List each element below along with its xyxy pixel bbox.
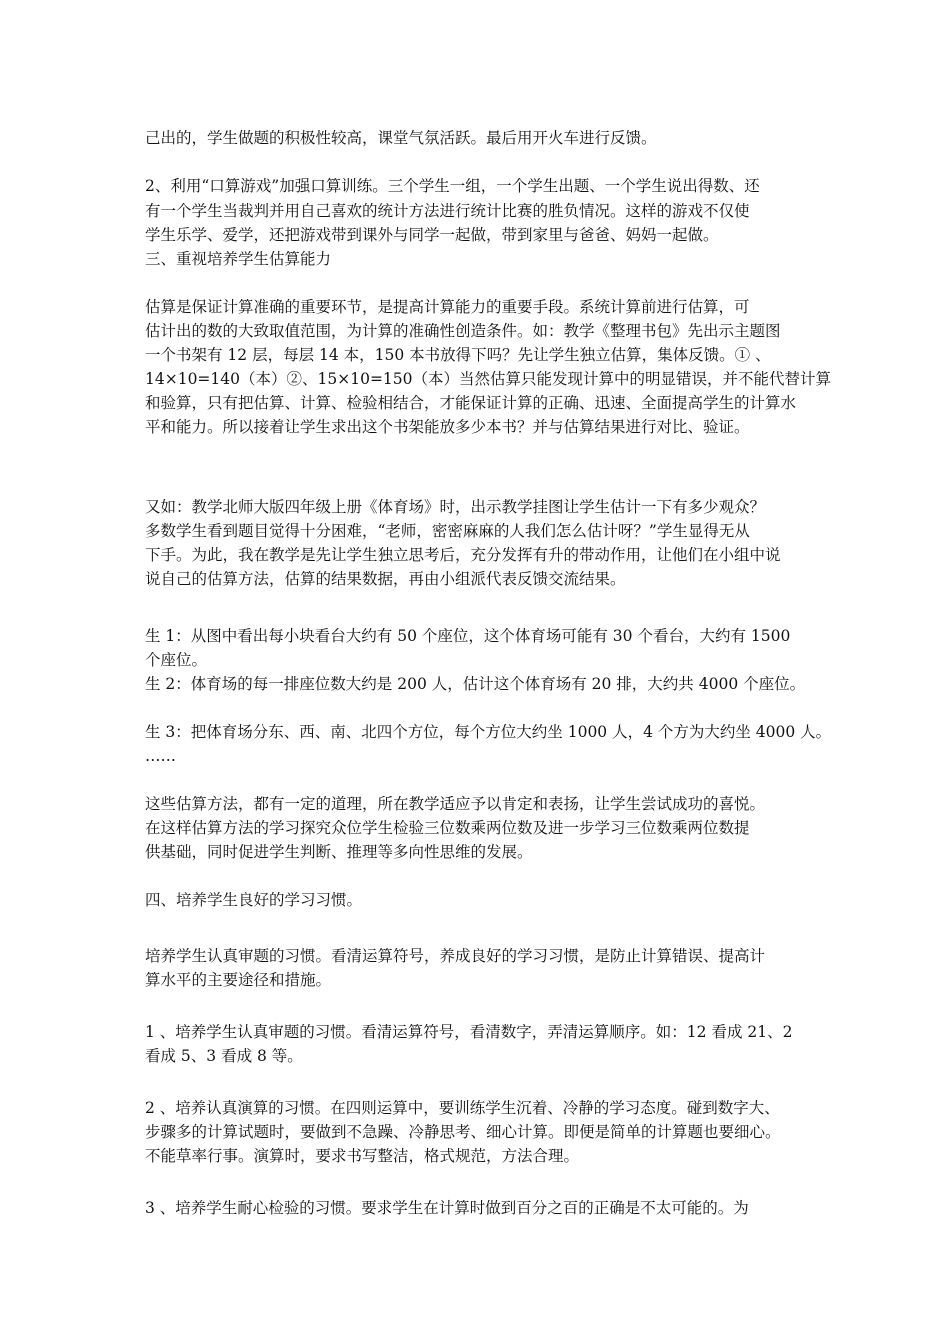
text-line: 供基础，同时促进学生判断、推理等多向性思维的发展。 — [145, 843, 533, 861]
text-line: 2、利用“口算游戏”加强口算训练。三个学生一组，一个学生出题、一个学生说出得数、还 — [145, 177, 760, 195]
text-line: 培养学生认真审题的习惯。看清运算符号，养成良好的学习习惯，是防止计算错误、提高计 — [145, 947, 766, 965]
text-line: 生 2：体育场的每一排座位数大约是 200 人，估计这个体育场有 20 排，大约共 4000 个座位。 — [145, 675, 806, 693]
text-line: 2 、培养认真演算的习惯。在四则运算中，要训练学生沉着、冷静的学习态度。碰到数字大、 — [145, 1099, 780, 1117]
ellipsis-line: …… — [145, 747, 176, 765]
text-line: 估计出的数的大致取值范围，为计算的准确性创造条件。如：教学《整理书包》先出示主题图 — [145, 322, 781, 340]
section-heading: 四、培养学生良好的学习习惯。 — [145, 891, 363, 909]
text-line: 己出的，学生做题的积极性较高，课堂气氛活跃。最后用开火车进行反馈。 — [145, 129, 657, 147]
text-line: 一个书架有 12 层，每层 14 本，150 本书放得下吗？先让学生独立估算，集体反馈。① 、 — [145, 346, 771, 364]
text-line: 不能草率行事。演算时，要求书写整洁，格式规范，方法合理。 — [145, 1147, 580, 1165]
text-line: 1 、培养学生认真审题的习惯。看清运算符号，看清数字，弄清运算顺序。如：12 看成 21、2 — [145, 1023, 793, 1041]
text-line: 看成 5、3 看成 8 等。 — [145, 1047, 303, 1065]
text-line: 学生乐学、爱学，还把游戏带到课外与同学一起做，带到家里与爸爸、妈妈一起做。 — [145, 226, 719, 244]
text-line: 估算是保证计算准确的重要环节，是提高计算能力的重要手段。系统计算前进行估算，可 — [145, 298, 750, 316]
text-line: 这些估算方法，都有一定的道理，所在教学适应予以肯定和表扬，让学生尝试成功的喜悦。 — [145, 795, 766, 813]
text-line: 3 、培养学生耐心检验的习惯。要求学生在计算时做到百分之百的正确是不太可能的。为 — [145, 1199, 749, 1217]
text-line: 和验算，只有把估算、计算、检验相结合，才能保证计算的正确、迅速、全面提高学生的计算水 — [145, 394, 797, 412]
text-line: 生 3：把体育场分东、西、南、北四个方位，每个方位大约坐 1000 人，4 个方为大约坐 4000 人。 — [145, 723, 832, 741]
text-line: 个座位。 — [145, 651, 208, 669]
text-line: 有一个学生当裁判并用自己喜欢的统计方法进行统计比赛的胜负情况。这样的游戏不仅使 — [145, 202, 750, 220]
text-line: 又如：教学北师大版四年级上册《体育场》时，出示教学挂图让学生估计一下有多少观众？ — [145, 498, 766, 516]
text-line: 步骤多的计算试题时，要做到不急躁、冷静思考、细心计算。即便是简单的计算题也要细心。 — [145, 1123, 781, 1141]
text-line: 说自己的估算方法，估算的结果数据，再由小组派代表反馈交流结果。 — [145, 570, 626, 588]
text-line: 算水平的主要途径和措施。 — [145, 971, 332, 989]
text-line: 下手。为此，我在教学是先让学生独立思考后，充分发挥有升的带动作用，让他们在小组中说 — [145, 546, 781, 564]
text-line: 生 1：从图中看出每小块看台大约有 50 个座位，这个体育场可能有 30 个看台，大约有 1500 — [145, 627, 791, 645]
text-line: 多数学生看到题目觉得十分困难，“老师，密密麻麻的人我们怎么估计呀？”学生显得无从 — [145, 522, 750, 540]
section-heading: 三、重视培养学生估算能力 — [145, 250, 332, 268]
text-line: 平和能力。所以接着让学生求出这个书架能放多少本书？并与估算结果进行对比、验证。 — [145, 418, 750, 436]
text-line: 14×10=140（本）②、15×10=150（本）当然估算只能发现计算中的明显错误，并不能代替计算 — [145, 370, 832, 388]
text-line: 在这样估算方法的学习探究众位学生检验三位数乘两位数及进一步学习三位数乘两位数提 — [145, 819, 750, 837]
